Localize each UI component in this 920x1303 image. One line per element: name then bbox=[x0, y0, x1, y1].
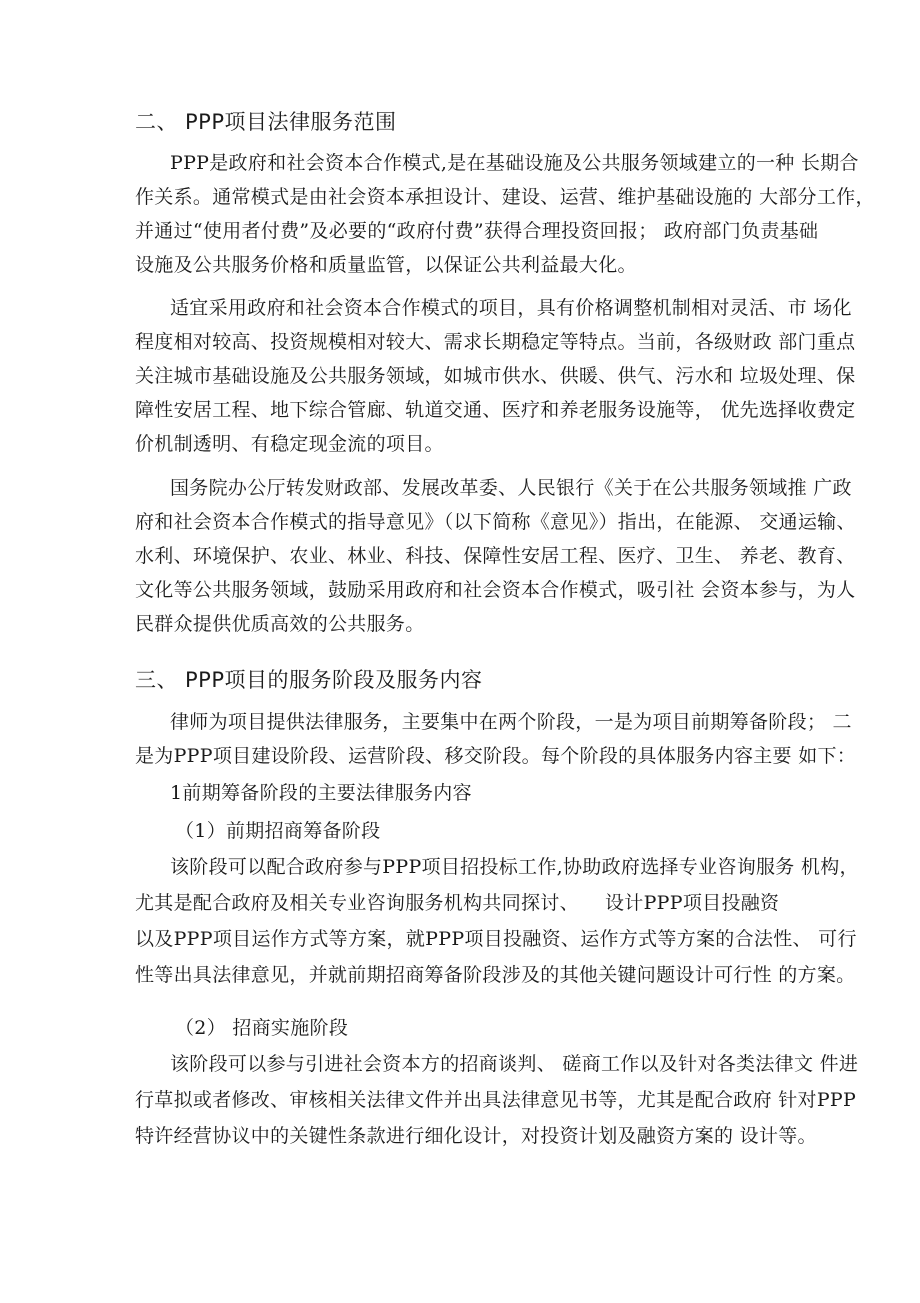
subsection-1-title: 1前期筹备阶段的主要法律服务内容 bbox=[170, 782, 472, 804]
paragraph-line: 文化等公共服务领域，鼓励采用政府和社会资本合作模式，吸引社 会资本参与，为人 bbox=[135, 579, 856, 601]
paragraph-line: 关注城市基础设施及公共服务领域，如城市供水、供暖、供气、污水和 垃圾处理、保 bbox=[135, 365, 856, 387]
paragraph-line: 性等出具法律意见，并就前期招商筹备阶段涉及的其他关键问题设计可行性 的方案。 bbox=[135, 964, 856, 986]
paragraph-line: 该阶段可以配合政府参与PPP项目招投标工作,协助政府选择专业咨询服务 机构， bbox=[170, 856, 859, 878]
section-3-number: 三、 bbox=[135, 668, 178, 692]
section-3-heading bbox=[135, 667, 483, 693]
paragraph-line: 程度相对较高、投资规模相对较大、需求长期稳定等特点。当前，各级财政 部门重点 bbox=[135, 331, 856, 353]
paragraph-line: 尤其是配合政府及相关专业咨询服务机构共同探讨、 bbox=[135, 892, 579, 914]
paragraph-line: 特许经营协议中的关键性条款进行细化设计，对投资计划及融资方案的 设计等。 bbox=[135, 1125, 817, 1147]
subsection-1-2-title: （2） 招商实施阶段 bbox=[175, 1017, 349, 1039]
paragraph-line: 适宜采用政府和社会资本合作模式的项目，具有价格调整机制相对灵活、市 场化 bbox=[170, 297, 852, 319]
paragraph-line: 府和社会资本合作模式的指导意见》（以下简称《意见》）指出，在能源、 交通运输、 bbox=[135, 511, 856, 533]
section-2-title: PPP项目法律服务范围 bbox=[185, 110, 397, 134]
paragraph-line: 以及PPP项目运作方式等方案，就PPP项目投融资、运作方式等方案的合法性、 可行 bbox=[135, 928, 857, 950]
paragraph-line: 障性安居工程、地下综合管廊、轨道交通、医疗和养老服务设施等， 优先选择收费定 bbox=[135, 399, 856, 421]
section-2-number: 二、 bbox=[135, 110, 178, 134]
paragraph-line: 水利、环境保护、农业、林业、科技、保障性安居工程、医疗、卫生、 养老、教育、 bbox=[135, 545, 856, 567]
section-3-title: PPP项目的服务阶段及服务内容 bbox=[185, 668, 483, 692]
paragraph-line: 民群众提供优质高效的公共服务。 bbox=[135, 613, 425, 635]
paragraph-line: 设施及公共服务价格和质量监管，以保证公共利益最大化。 bbox=[135, 254, 637, 276]
paragraph-line: 该阶段可以参与引进社会资本方的招商谈判、 磋商工作以及针对各类法律文 件进 bbox=[170, 1053, 859, 1075]
paragraph-line: 行草拟或者修改、审核相关法律文件并出具法律意见书等，尤其是配合政府 针对PPP bbox=[135, 1089, 857, 1111]
paragraph-line: PPP是政府和社会资本合作模式,是在基础设施及公共服务领域建立的一种 长期合 bbox=[170, 152, 859, 174]
paragraph-line: 国务院办公厅转发财政部、发展改革委、人民银行《关于在公共服务领域推 广政 bbox=[170, 477, 852, 499]
paragraph-line: 律师为项目提供法律服务，主要集中在两个阶段，一是为项目前期筹备阶段； 二 bbox=[170, 711, 852, 733]
paragraph-line: 作关系。通常模式是由社会资本承担设计、建设、运营、维护基础设施的 大部分工作， bbox=[135, 186, 875, 208]
subsection-1-1-title: （1）前期招商筹备阶段 bbox=[175, 820, 381, 842]
section-2-heading bbox=[135, 109, 397, 135]
paragraph-line: 设计PPP项目投融资 bbox=[605, 892, 780, 914]
paragraph-line: 并通过“使用者付费”及必要的“政府付费”获得合理投资回报； 政府部门负责基础 bbox=[135, 220, 819, 242]
paragraph-line: 是为PPP项目建设阶段、运营阶段、移交阶段。每个阶段的具体服务内容主要 如下： bbox=[135, 745, 857, 767]
paragraph-line: 价机制透明、有稳定现金流的项目。 bbox=[135, 433, 444, 455]
